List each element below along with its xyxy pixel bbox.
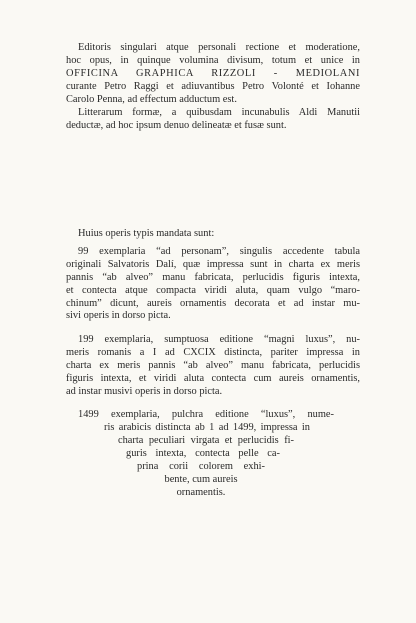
printer-name-line: OFFICINA GRAPHICA RIZZOLI - MEDIOLANI bbox=[66, 67, 360, 79]
text-line: Editoris singulari atque personali rectione et moderatione, bbox=[78, 42, 360, 53]
text-line: meris romanis a I ad CXCIX distincta, pariter impressa in bbox=[66, 346, 360, 358]
text-line: deductæ, ad hoc ipsum denuo delineatæ et fusæ sunt. bbox=[66, 119, 287, 131]
text-line: hoc opus, in quinque volumina divisum, totum et unice in bbox=[66, 54, 360, 66]
text-line: bente, cum aureis bbox=[164, 474, 238, 485]
edition-luxus bbox=[78, 409, 360, 422]
editor-paragraph bbox=[66, 42, 360, 106]
edition-luxus-taper bbox=[148, 487, 254, 500]
typeface-paragraph bbox=[66, 107, 360, 133]
text-line: guris intexta, contecta pelle ca- bbox=[126, 448, 280, 459]
text-line: pannis “ab alveo” manu fabricata, perlucidis figuris intexta, bbox=[66, 271, 360, 283]
text-line: charta peculiari virgata et perlucidis fi- bbox=[118, 435, 294, 446]
text-line: figuris intexta, et viridi aluta contecta cum aureis ornamentis, bbox=[66, 372, 360, 384]
text-line: ad instar musivi operis in dorso picta. bbox=[66, 385, 223, 397]
edition-luxus-taper bbox=[118, 435, 294, 448]
text-line: Carolo Penna, ad effectum adductum est. bbox=[66, 93, 237, 105]
edition-luxus-taper bbox=[104, 422, 310, 435]
text-line: et contecta atque compacta viridi aluta, quam vulgo “maro- bbox=[66, 284, 360, 296]
edition-luxus-taper bbox=[137, 461, 265, 474]
text-line: chinum” dicunt, aureis ornamentis decorata et ad instar mu- bbox=[66, 297, 360, 309]
heading-line: Huius operis typis mandata sunt: bbox=[78, 228, 215, 239]
edition-ad-personam bbox=[66, 246, 360, 323]
text-line: 99 exemplaria “ad personam”, singulis accedente tabula bbox=[78, 246, 360, 257]
text-line: ornamentis. bbox=[176, 487, 226, 498]
text-line: 1499 exemplaria, pulchra editione “luxus”, nume- bbox=[78, 409, 334, 420]
edition-luxus-taper bbox=[148, 474, 254, 487]
edition-luxus-taper bbox=[126, 448, 280, 461]
text-line: Litterarum formæ, a quibusdam incunabulis Aldi Manutii bbox=[78, 107, 360, 118]
text-line: prina corii colorem exhi- bbox=[137, 461, 265, 472]
text-line: charta ex meris pannis “ab alveo” manu fabricata, perlucidis bbox=[66, 359, 360, 371]
text-line: ris arabicis distincta ab 1 ad 1499, impressa in bbox=[104, 422, 310, 433]
text-line: 199 exemplaria, sumptuosa editione “magni luxus”, nu- bbox=[78, 334, 360, 345]
text-line: sivi operis in dorso picta. bbox=[66, 310, 171, 322]
print-run-heading bbox=[66, 228, 360, 241]
text-line: originali Salvatoris Dalí, quæ impressa sunt in charta ex meris bbox=[66, 258, 360, 270]
text-line: curante Petro Raggi et adiuvantibus Petro Volonté et Iohanne bbox=[66, 80, 360, 92]
edition-magni-luxus bbox=[66, 334, 360, 398]
